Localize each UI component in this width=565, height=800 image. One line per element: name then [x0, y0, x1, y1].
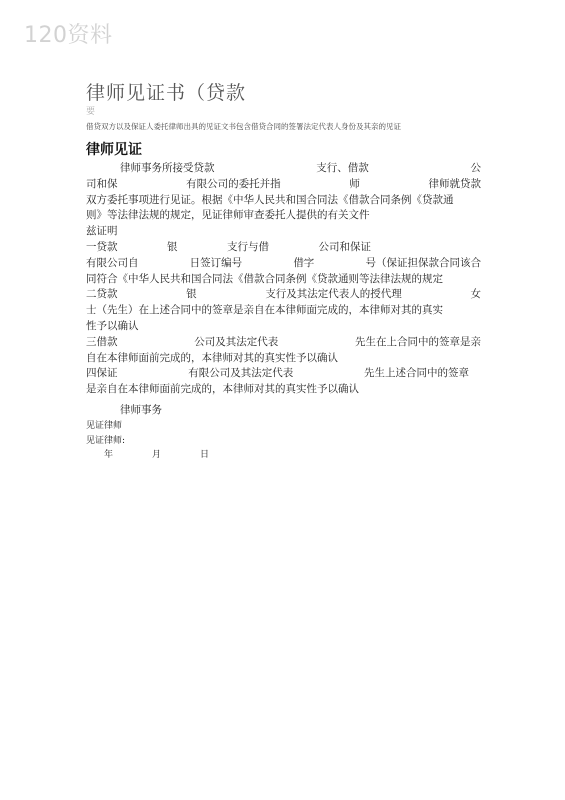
body-segment: 律师事务所接受贷款 — [120, 162, 215, 174]
body-segment: 银 — [186, 288, 197, 301]
body-segment: 公 — [470, 162, 481, 174]
body-segment: 是亲自在本律师面前完成的，本律师对其的真实性予以确认 — [86, 383, 359, 396]
body-segment: 二贷款 — [86, 288, 118, 301]
document-title: 律师见证书（贷款 — [86, 82, 247, 104]
body-segment: 三借款 — [86, 335, 118, 348]
body-segment: 司和保 — [86, 177, 118, 190]
body-line — [86, 319, 481, 335]
body-segment: 日签订编号 — [189, 256, 243, 269]
body-line — [86, 335, 481, 351]
body-segment: 一贷款 — [86, 240, 118, 253]
date-year: 年 — [104, 450, 114, 460]
body-segment: 借字 — [293, 256, 315, 269]
section-heading: 律师见证 — [86, 142, 142, 158]
body-line — [86, 177, 481, 193]
body-segment: 先生上述合同中的签章 — [364, 367, 469, 380]
body-segment: 自在本律师面前完成的，本律师对其的真实性予以确认 — [86, 351, 338, 364]
body-line — [86, 161, 481, 177]
date-month: 月 — [152, 450, 162, 460]
body-segment: 支行及其法定代表人的授代理 — [265, 288, 402, 301]
body-line — [86, 224, 481, 240]
body-line — [86, 366, 481, 382]
body-line — [86, 382, 481, 398]
body-segment: 兹证明 — [86, 225, 118, 238]
body-line — [86, 208, 481, 224]
body-segment: 有限公司的委托并指 — [186, 177, 281, 190]
body-segment: 律师就贷款 — [428, 177, 481, 190]
body-segment: 则》等法律法规的规定，见证律师审查委托人提供的有关文件 — [86, 209, 370, 222]
body-line — [86, 256, 481, 272]
body-segment: 银 — [167, 240, 178, 253]
summary-text: 借贷双方以及保证人委托律师出具的见证文书包含借贷合同的签署法定代表人身份及其亲的见证 — [86, 122, 401, 131]
body-line — [86, 287, 481, 303]
body-segment: 公司和保证 — [318, 240, 371, 253]
law-firm-signature: 律师事务 — [120, 404, 162, 416]
body-segment: 同符合《中华人民共和国合同法《借款合同条例《贷款通则等法律法规的规定 — [86, 272, 443, 285]
signature-date — [104, 447, 248, 460]
body-line — [86, 240, 481, 256]
watermark-logo: 120资料 — [24, 23, 113, 48]
body-segment: 支行与借 — [227, 240, 269, 253]
body-line — [86, 303, 481, 319]
body-segment: 女 — [470, 288, 481, 301]
body-line — [86, 351, 481, 367]
witness-lawyer-1: 见证律师 — [86, 421, 123, 431]
body-segment: 公司及其法定代表 — [194, 335, 279, 348]
body-segment: 双方委托事项进行见证。根据《中华人民共和国合同法《借款合同条例《贷款通 — [86, 193, 454, 206]
witness-lawyer-2: 见证律师: — [86, 436, 126, 446]
body-segment: 先生在上合同中的签章是亲 — [355, 335, 481, 348]
body-segment: 有限公司及其法定代表 — [188, 367, 294, 380]
body-segment: 支行、借款 — [316, 162, 369, 174]
body-segment: 四保证 — [86, 367, 118, 380]
date-day: 日 — [200, 450, 210, 460]
body-segment: 士（先生）在上述合同中的签章是亲自在本律师面完成的，本律师对其的真实 — [86, 304, 443, 317]
body-text — [86, 161, 481, 398]
body-line — [86, 193, 481, 209]
body-segment: 性予以确认 — [86, 319, 139, 332]
body-segment: 有限公司自 — [86, 256, 139, 269]
summary-label: 要 — [86, 107, 96, 117]
body-line — [86, 272, 481, 288]
body-segment: 师 — [349, 177, 360, 190]
body-segment: 号（保证担保款合同该合 — [365, 256, 481, 269]
